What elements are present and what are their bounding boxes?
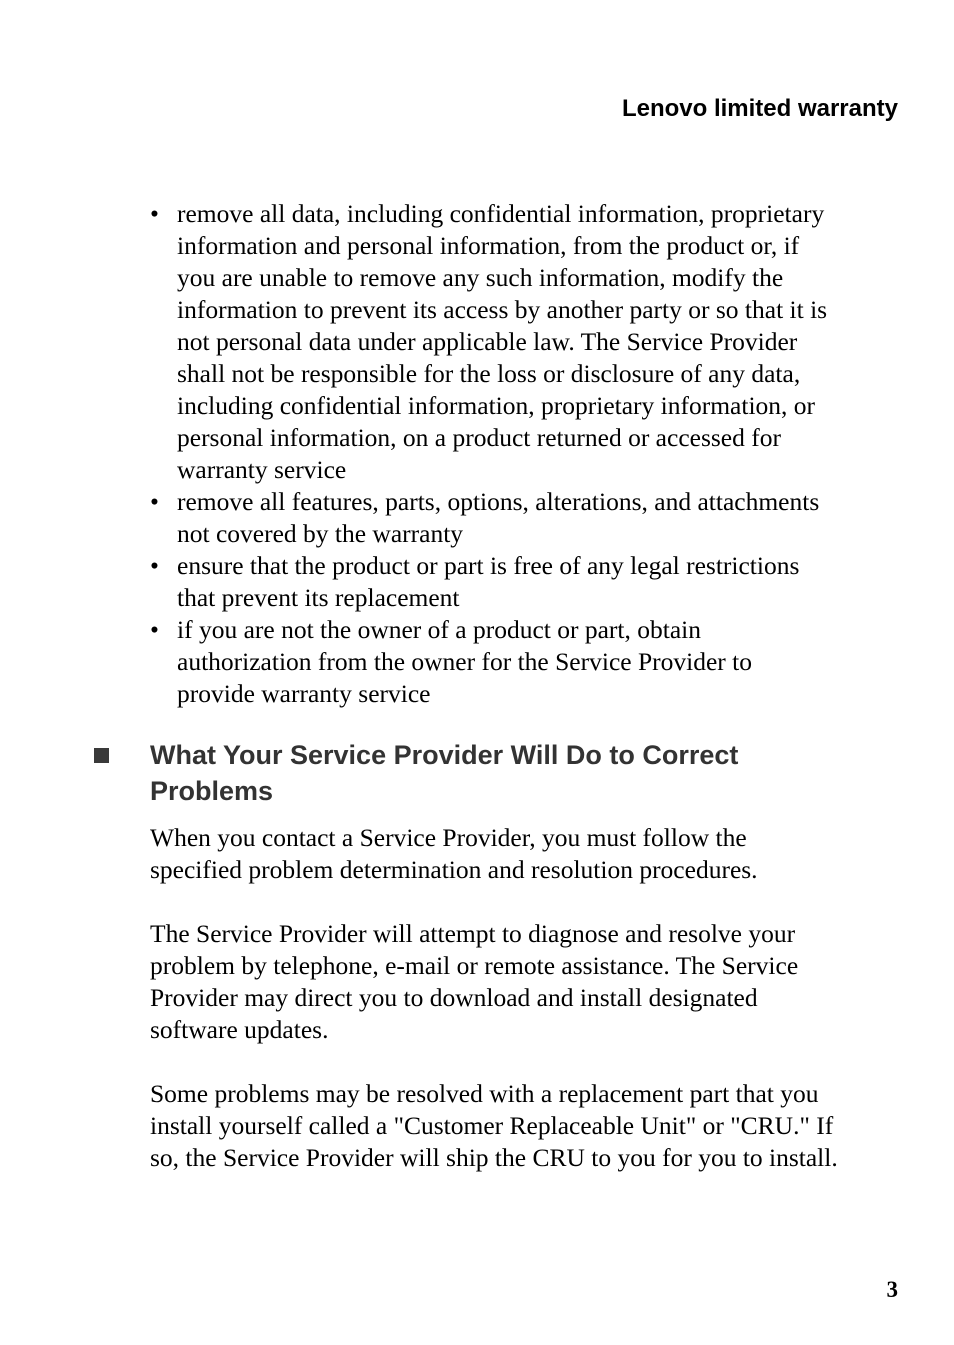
paragraph-line: install yourself called a "Customer Replaceable Unit" or "CRU." If xyxy=(150,1111,834,1140)
section-title-line: What Your Service Provider Will Do to Correct xyxy=(150,740,739,770)
page-number: 3 xyxy=(886,1277,898,1302)
list-item-line: remove all features, parts, options, alterations, and attachments xyxy=(177,487,820,516)
paragraph-line: Provider may direct you to download and install designated xyxy=(150,983,758,1012)
bullet-icon: • xyxy=(150,615,159,644)
bullet-icon: • xyxy=(150,551,159,580)
bullet-icon: • xyxy=(150,487,159,516)
bullet-icon: • xyxy=(150,199,159,228)
paragraph-line: When you contact a Service Provider, you must follow the xyxy=(150,823,747,852)
paragraph xyxy=(150,918,940,1046)
section-heading xyxy=(90,737,850,809)
paragraph-line: Some problems may be resolved with a replacement part that you xyxy=(150,1079,819,1108)
paragraph-line: problem by telephone, e-mail or remote assistance. The Service xyxy=(150,951,799,980)
list-item xyxy=(150,550,902,614)
paragraph xyxy=(150,822,940,886)
paragraph xyxy=(150,1078,940,1174)
list-item xyxy=(150,198,902,486)
section-title xyxy=(150,737,850,809)
bullet-list xyxy=(150,198,902,710)
list-item-line: that prevent its replacement xyxy=(177,583,460,612)
section-title-line: Problems xyxy=(150,776,274,806)
list-item-line: you are unable to remove any such information, modify the xyxy=(177,263,784,292)
list-item-line: shall not be responsible for the loss or disclosure of any data, xyxy=(177,359,801,388)
list-item-line: authorization from the owner for the Service Provider to xyxy=(177,647,752,676)
list-item xyxy=(150,486,902,550)
paragraph-line: software updates. xyxy=(150,1015,329,1044)
body-text xyxy=(150,822,940,1206)
list-item-line: not personal data under applicable law. The Service Provider xyxy=(177,327,798,356)
list-item xyxy=(150,614,902,710)
list-item-line: ensure that the product or part is free of any legal restrictions xyxy=(177,551,800,580)
paragraph-line: specified problem determination and resolution procedures. xyxy=(150,855,758,884)
list-item-line: information and personal information, from the product or, if xyxy=(177,231,800,260)
list-item-line: including confidential information, proprietary information, or xyxy=(177,391,816,420)
list-item-line: provide warranty service xyxy=(177,679,431,708)
list-item-line: remove all data, including confidential information, proprietary xyxy=(177,199,825,228)
list-item-line: if you are not the owner of a product or part, obtain xyxy=(177,615,701,644)
paragraph-line: The Service Provider will attempt to diagnose and resolve your xyxy=(150,919,796,948)
list-item-line: information to prevent its access by another party or so that it is xyxy=(177,295,828,324)
list-item-line: personal information, on a product returned or accessed for xyxy=(177,423,781,452)
running-header: Lenovo limited warranty xyxy=(621,95,898,122)
square-bullet-icon xyxy=(94,748,109,763)
list-item-line: warranty service xyxy=(177,455,347,484)
paragraph-line: so, the Service Provider will ship the CRU to you for you to install. xyxy=(150,1143,838,1172)
list-item-line: not covered by the warranty xyxy=(177,519,464,548)
